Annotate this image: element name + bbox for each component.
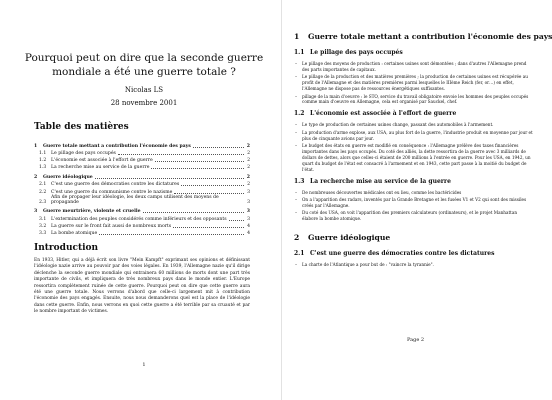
page-number-left: 1 (142, 362, 146, 368)
toc-entry-title: Guerre totale mettant a contribution l'économie des pays (43, 143, 191, 149)
section-title: Guerre totale mettant a contribution l'économie des pays (308, 32, 552, 41)
toc-leader-dots (181, 185, 244, 186)
toc-entry-number: 1.3 (39, 165, 47, 171)
subsection-title: Le pillage des pays occupés (310, 49, 403, 56)
toc-entry-title: Guerre meurtrière, violente et cruelle (43, 209, 141, 215)
list-item: – Le pillage de la production et des matières premières ; la production de certaines usines est récupérée au profit de l'Allemagne et des matières premières parmi lesquelles le IIIème Reich (fer, or…) en effet, l'Allemagne ne dispose pas de ressources énergétiques suffisantes. (294, 74, 534, 92)
subsection-heading (294, 250, 534, 260)
toc-entry-number: 3.2 (39, 223, 47, 229)
document-author: Nicolas LS (124, 86, 164, 94)
bullet-list (294, 122, 534, 172)
right-page-content (294, 32, 552, 270)
bullet-list (294, 190, 534, 223)
page-number-right: Page 2 (407, 337, 425, 343)
toc-entry[interactable] (34, 207, 250, 214)
toc-entry-page: 3 (247, 216, 250, 222)
toc-entry-page: 2 (247, 150, 250, 156)
toc-leader-dots (118, 154, 244, 155)
subsection-heading (294, 178, 534, 188)
toc-entry[interactable] (34, 229, 250, 236)
section-number: 2 (294, 233, 300, 243)
toc-entry-title: C'est une guerre du communisme contre le nazisme (51, 189, 173, 195)
toc-entry[interactable] (34, 141, 250, 148)
toc-entry-title: Afin de propager leur idéologie, les deux camps utilisent des moyens de propagande (51, 194, 219, 205)
subsection-heading (294, 49, 534, 59)
toc-leader-dots (143, 212, 244, 213)
section-title: Guerre idéologique (308, 233, 391, 243)
subsection-number: 1.3 (294, 177, 305, 185)
toc-entry-number: 2.2 (39, 189, 47, 195)
section-number: 1 (294, 32, 300, 41)
subsection-title: La recherche mise au service de la guerre (310, 177, 451, 185)
right-page (282, 0, 552, 400)
toc-entry-number: 2.3 (39, 199, 47, 205)
introduction-text: En 1933, Hitler, qui a déjà écrit son livre "Mein Kampft" exprimant ses opinions et définissant l'idéologie nazie arrive au pouvoir par des voies légales. En 1939, l'Allemagne nazie qu'il dirige déclenche la seconde guerre mondiale qui entrainera 60 millions de morts dont une part très importante de civils, et impliquera de très nombreux pays dans le monde entier. L'Europe ressortira complètement ruinée de cette guerre. Pourquoi peut on dire que cette guerre aura été une guerre totale. Nous verrons d'abord que celle-ci largement mit à contribution l'économie des pays engagés. Ensuite, nous nous demanderons quel est la place de l'idéologie dans cette guerre. Enfin, nous verrons en quoi cette guerre a été terrible par sa cruauté et par le nombre important de victimes. (34, 258, 250, 315)
toc-entry-title: La bombe atomique (51, 231, 98, 237)
toc-entry-page: 2 (247, 158, 250, 164)
toc-entry-page: 2 (247, 182, 250, 188)
toc-entry[interactable] (34, 195, 250, 205)
list-item: – La charte de l'Atlantique a pour but de : "vaincre la tyrannie". (294, 262, 534, 268)
list-item: – La production d'arme explose, aux USA, au plus fort de la guerre, l'industrie produit en moyenne par jour et plus de cinquante avions par jour. (294, 130, 534, 142)
subsection-title: C'est une guerre des démocraties contre les dictatures (310, 250, 495, 258)
section-heading (294, 32, 552, 44)
toc-entry-number: 3.3 (39, 231, 47, 237)
bullet-list (294, 262, 534, 268)
toc-entry-page: 3 (247, 199, 250, 205)
toc-entry-number: 2.1 (39, 182, 47, 188)
section-heading (294, 233, 534, 245)
toc-leader-dots (155, 161, 244, 162)
toc-entry-title: Guerre idéologique (43, 175, 93, 181)
subsection-number: 2.1 (294, 250, 305, 258)
toc-leader-dots (173, 227, 244, 228)
toc-entry-title: C'est une guerre des démocraties contre les dictatures (51, 182, 180, 188)
toc-heading: Table des matières (34, 122, 129, 132)
toc-leader-dots (174, 193, 244, 194)
toc-leader-dots (151, 168, 244, 169)
list-item: – Du coté des USA, on voit l'apparition des premiers calculateurs (ordinateurs), et le projet Manhattan élabore la bombe atomique. (294, 210, 534, 222)
toc-entry-number: 1.1 (39, 150, 47, 156)
toc-entry[interactable] (34, 149, 250, 156)
toc-entry-number: 2 (34, 175, 38, 181)
toc-leader-dots (193, 147, 244, 148)
toc-entry-page: 3 (247, 189, 250, 195)
toc-entry-page: 2 (247, 165, 250, 171)
introduction-heading: Introduction (34, 243, 99, 253)
toc-entry[interactable] (34, 214, 250, 221)
list-item: – On a l'apparition des radars, inventés par la Grande Bretagne et les fusées V1 et V2 qui sont des missiles créés par l'Allemagne. (294, 197, 534, 209)
toc-entry-page: 4 (247, 231, 250, 237)
toc-entry-title: La recherche mise au service de la guerre (51, 165, 150, 171)
list-item: – De nombreuses découvertes médicales ont eu lieu, comme les bactéricides (294, 190, 534, 196)
toc-entry-title: Le pillage des pays occupés (51, 150, 116, 156)
toc-entry-number: 1.2 (39, 158, 47, 164)
list-item: – Le budget des états en guerre est modifié en conséquence : l'Allemagne prélève des taxes financières importantes dans les pays occupés. Du coté des alliés, la dette ressortira de la guerre avec 3 milliards de dollars de dettes, alors que celles-ci étaient de 200 millions à l'entrée en guerre. Pour les USA, en 1942, un quart du budget de l'état est consacré à l'armement et en 1943, cette part passe à la moitié du budget de l'état. (294, 143, 534, 173)
toc-entry-page: 2 (246, 175, 250, 181)
toc-entry[interactable] (34, 187, 250, 194)
toc-entry-number: 3.1 (39, 216, 47, 222)
toc-entry[interactable] (34, 163, 250, 170)
toc-entry-number: 3 (34, 209, 38, 215)
list-item: – Le type de production de certaines usines change, passant des automobiles à l'armement. (294, 122, 534, 128)
list-item: – pillage de la main d'oeuvre : le STO, service du travail obligatoire envoie les hommes des peuples occupés comme main d'oeuvre en Allemagne, cela est organisé par Sauckel, chef. (294, 94, 534, 106)
subsection-title: L'économie est associée à l'effort de guerre (310, 110, 457, 118)
document-date: 28 novembre 2001 (110, 99, 178, 107)
toc-entry[interactable] (34, 156, 250, 163)
table-of-contents (34, 139, 250, 236)
toc-entry[interactable] (34, 173, 250, 180)
toc-leader-dots (229, 220, 244, 221)
toc-entry-title: La guerre sur le front fait aussi de nombreux morts (51, 223, 172, 229)
toc-entry-number: 1 (34, 143, 38, 149)
subsection-number: 1.2 (294, 110, 305, 118)
subsection-number: 1.1 (294, 49, 305, 56)
toc-leader-dots (99, 234, 244, 235)
toc-entry[interactable] (34, 180, 250, 187)
subsection-heading (294, 110, 534, 120)
document-title: Pourquoi peut on dire que la seconde guerre mondiale a été une guerre totale ? (24, 52, 264, 78)
list-item: – Le pillage des moyens de production : certaines usines sont démontées ; dans d'autres l'Allemagne prend des parts importantes de capitaux. (294, 61, 534, 73)
toc-leader-dots (95, 178, 244, 179)
toc-entry-title: L'économie est associée à l'effort de guerre (51, 158, 153, 164)
toc-entry-page: 3 (246, 209, 250, 215)
toc-entry[interactable] (34, 222, 250, 229)
toc-entry-page: 4 (247, 223, 250, 229)
bullet-list (294, 61, 534, 105)
toc-entry-page: 2 (246, 143, 250, 149)
toc-entry-title: L'extermination des peuples considérés comme inférieurs et des opposants (51, 216, 227, 222)
